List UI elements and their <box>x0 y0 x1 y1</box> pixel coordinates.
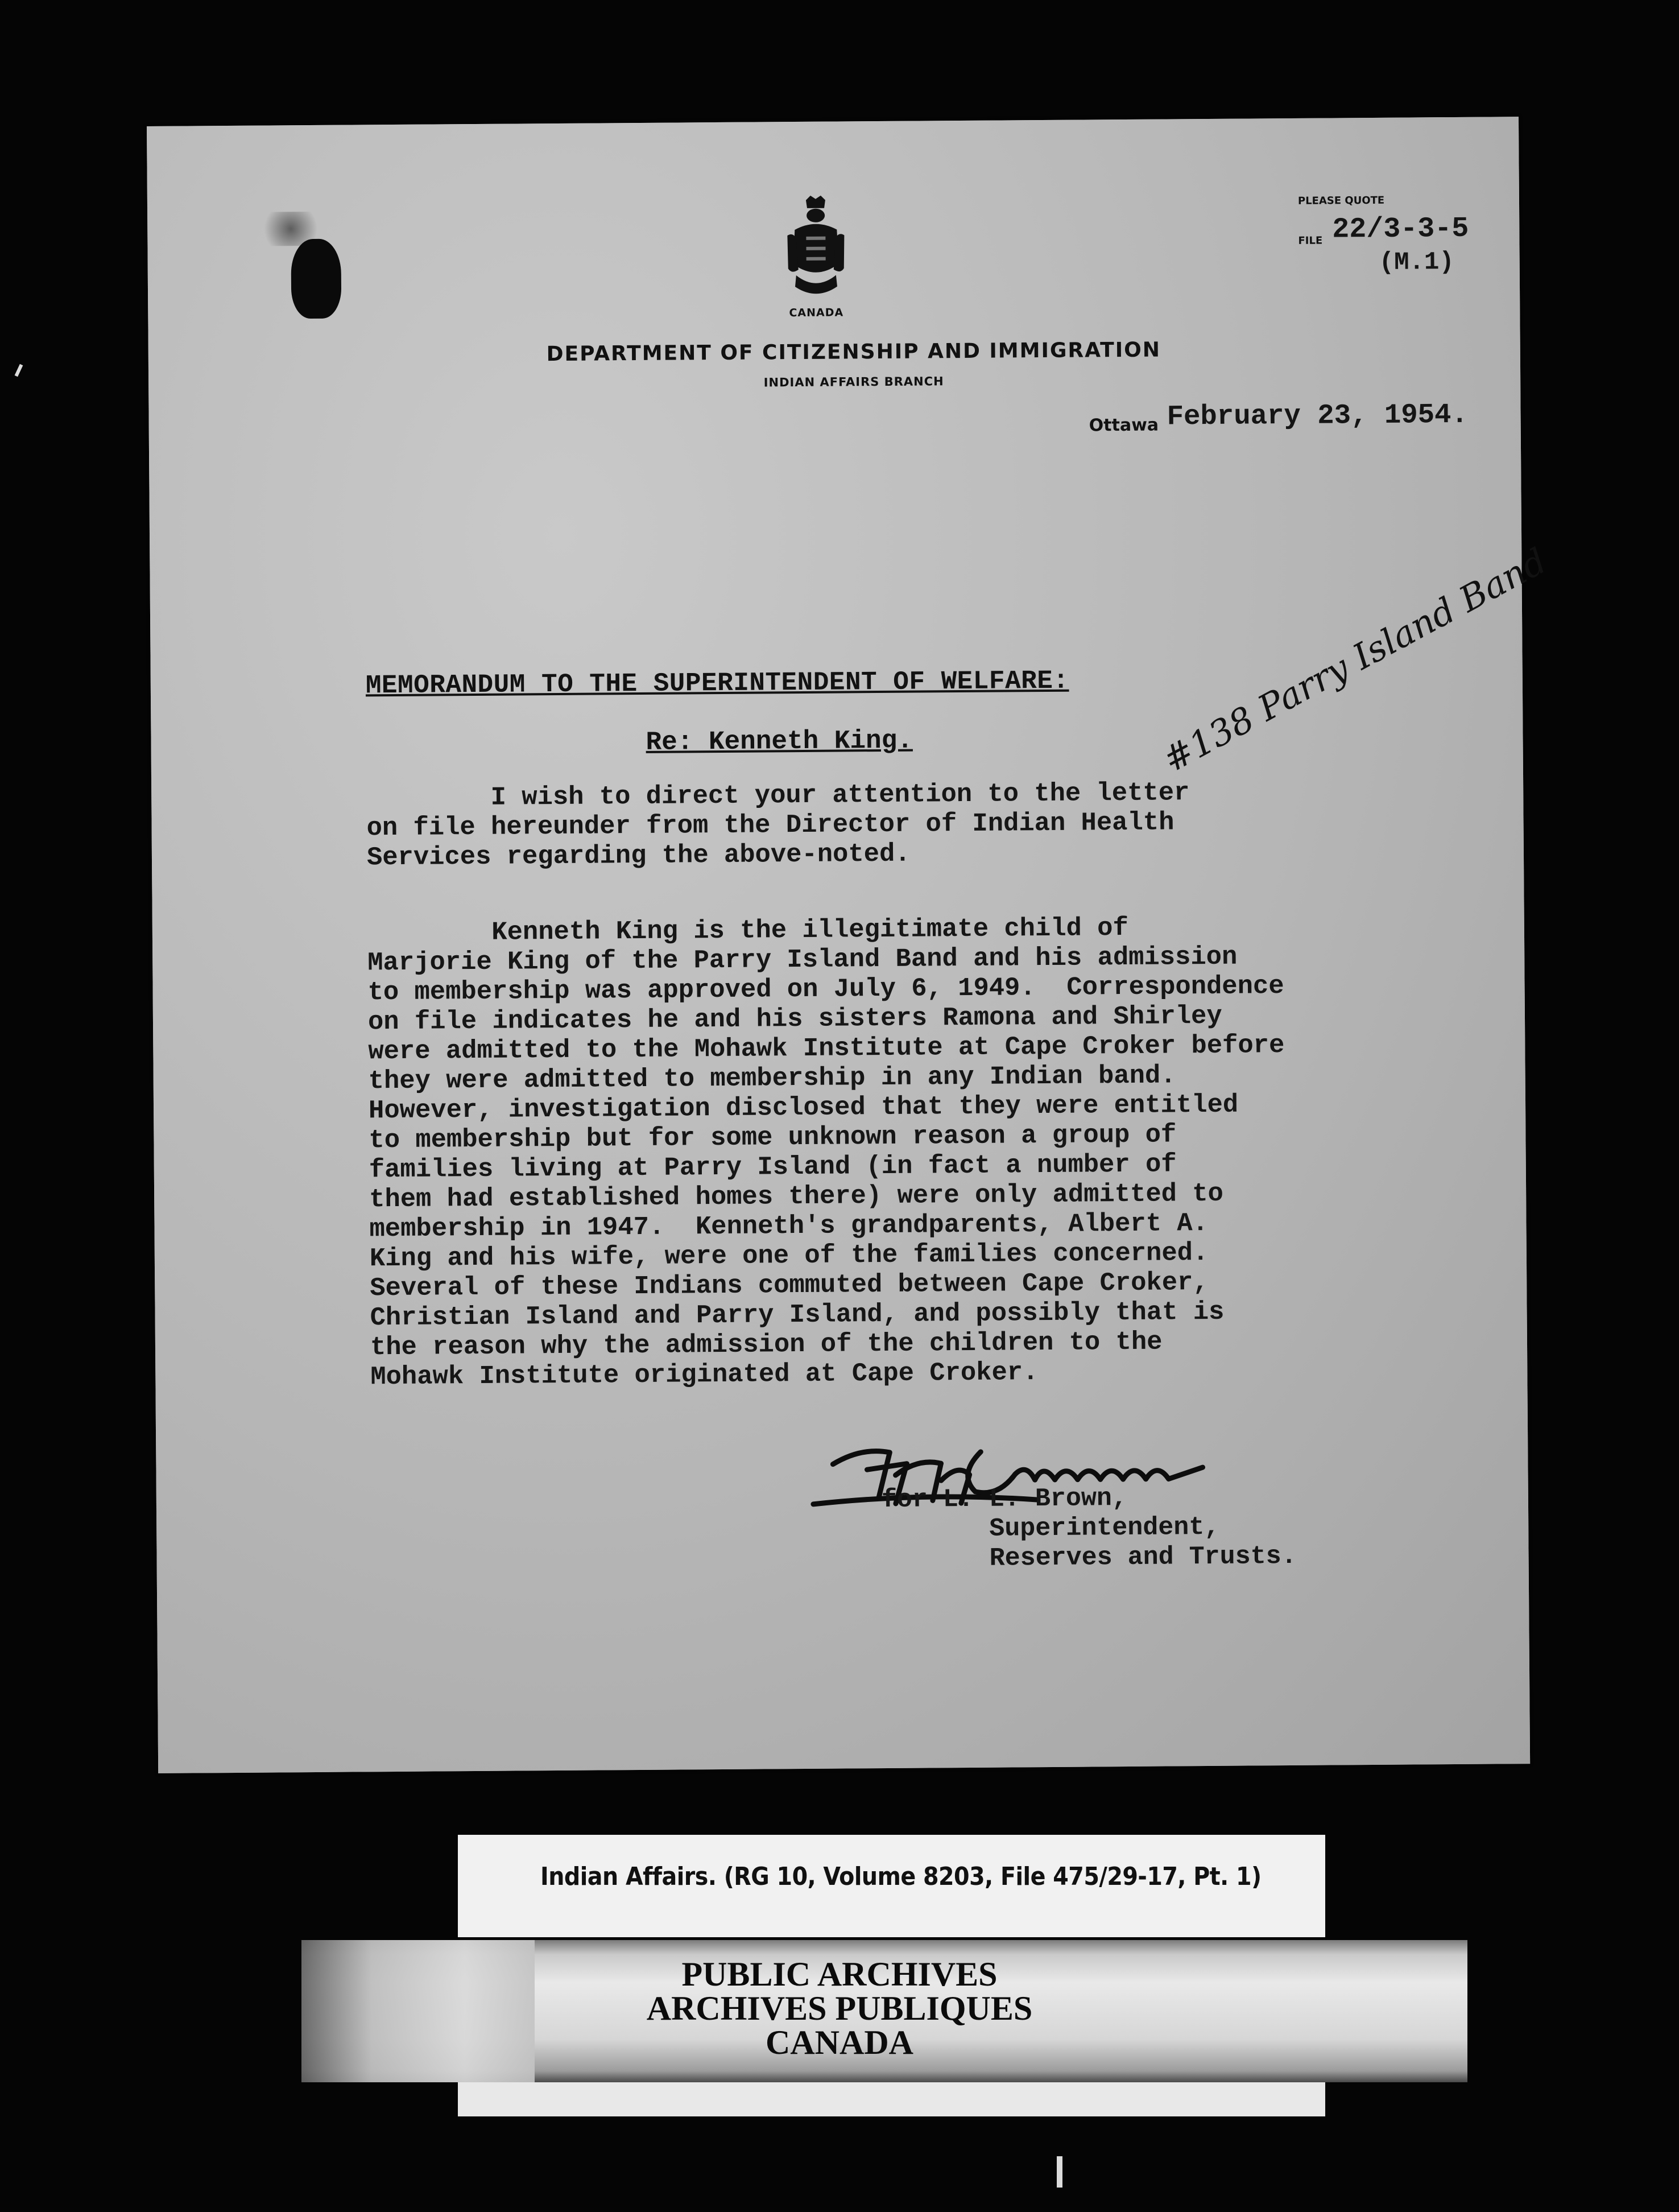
file-sub-number: (M.1) <box>1379 247 1454 277</box>
archive-stamp-line: ARCHIVES PUBLIQUES <box>646 1990 1033 2027</box>
film-scratch <box>15 364 23 377</box>
branch-name: INDIAN AFFAIRS BRANCH <box>763 374 944 390</box>
file-number: 22/3-3-5 <box>1332 212 1469 246</box>
memo-date: February 23, 1954. <box>1167 398 1469 433</box>
signature-block: for L. L. Brown, Superintendent, Reserves and Trusts. <box>881 1484 1297 1574</box>
archive-stamp <box>0 1957 1679 2060</box>
film-scratch <box>1057 2156 1062 2188</box>
memo-paragraph: I wish to direct your attention to the letter on file hereunder from the Director of Indian Health Services regarding the above-noted. <box>366 778 1190 873</box>
memo-page <box>147 117 1553 1773</box>
punch-hole <box>291 239 341 319</box>
memo-heading: MEMORANDUM TO THE SUPERINTENDENT OF WELFARE: <box>365 666 1069 701</box>
archive-caption-card <box>458 1835 1325 1937</box>
archive-stamp-base <box>458 2082 1325 2116</box>
handwritten-note <box>1124 539 1553 781</box>
handwritten-note-text: #138 Parry Island Band <box>1156 539 1553 781</box>
archive-caption: Indian Affairs. (RG 10, Volume 8203, File 475/29-17, Pt. 1) <box>540 1862 1262 1891</box>
archive-stamp-line: CANADA <box>766 2024 913 2061</box>
please-quote-label: PLEASE QUOTE <box>1297 194 1385 207</box>
memo-subject: Re: Kenneth King. <box>646 725 913 757</box>
archive-stamp-line: PUBLIC ARCHIVES <box>681 1955 998 1993</box>
date-city: Ottawa <box>1089 415 1159 436</box>
memo-paragraph: Kenneth King is the illegitimate child of Marjorie King of the Parry Island Band and his admission to membership was approved on July 6, 1949. Correspondence on file indicates he and his sisters Ramona and Shirley were admitted to the Mohawk Institute at Cape Croker before they were admitted to membership in any Indian band. However, investigation disclosed that they were entitled to membership but for some unknown reason a group of families living at Parry Island (in fact a number of them had established homes there) were only admitted to membership in 1947. Kenneth's grandparents, Albert A. King and his wife, were one of the families concerned. Several of these Indians commuted between Cape Croker, Christian Island and Parry Island, and possibly that is the reason why the admission of the children to the Mohawk Institute originated at Cape Croker. <box>367 913 1285 1392</box>
coat-of-arms-icon <box>784 195 847 304</box>
department-name: DEPARTMENT OF CITIZENSHIP AND IMMIGRATION <box>546 338 1161 366</box>
file-label: FILE <box>1298 234 1323 247</box>
crest-caption: CANADA <box>789 306 844 320</box>
